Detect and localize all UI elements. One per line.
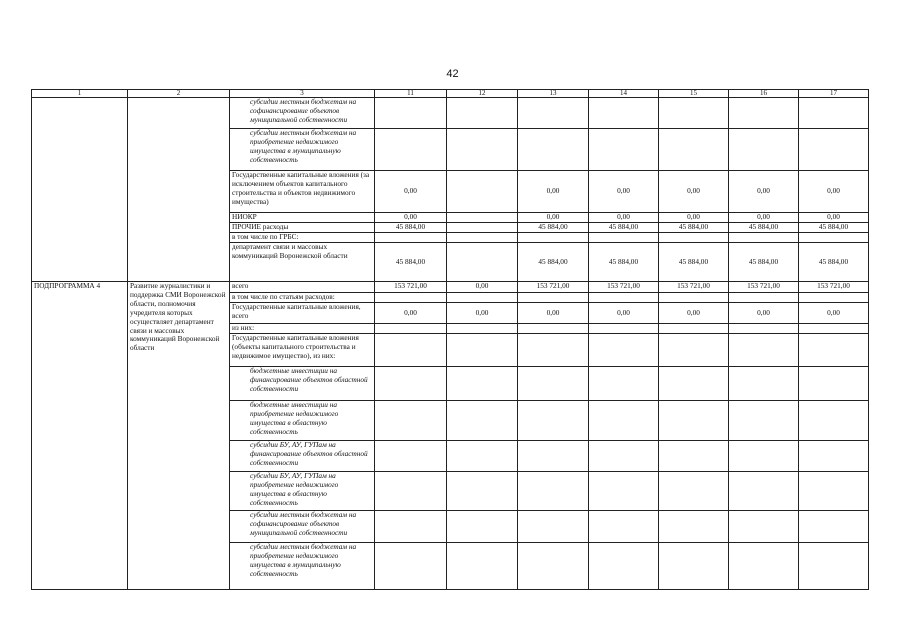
row-label: субсидии местным бюджетам на приобретение недвижимого имущества в муниципальную собственность xyxy=(230,129,375,171)
value-cell xyxy=(589,543,659,590)
column-header: 17 xyxy=(799,90,869,98)
value-cell xyxy=(518,324,589,334)
value-cell xyxy=(375,334,447,367)
row-label: ПРОЧИЕ расходы xyxy=(230,223,375,233)
value-cell xyxy=(447,543,518,590)
value-cell xyxy=(659,367,729,401)
value-cell: 0,00 xyxy=(799,213,869,223)
value-cell xyxy=(729,367,799,401)
value-cell xyxy=(659,98,729,129)
value-cell xyxy=(447,98,518,129)
value-cell: 45 884,00 xyxy=(659,243,729,282)
value-cell xyxy=(375,129,447,171)
column-header: 11 xyxy=(375,90,447,98)
value-cell: 0,00 xyxy=(799,303,869,324)
value-cell xyxy=(799,129,869,171)
row-label: субсидии БУ, АУ, ГУПам на финансирование объектов областной собственности xyxy=(230,441,375,472)
value-cell xyxy=(447,511,518,543)
value-cell xyxy=(799,334,869,367)
value-cell xyxy=(375,472,447,511)
value-cell xyxy=(518,367,589,401)
value-cell xyxy=(447,213,518,223)
value-cell xyxy=(447,293,518,303)
value-cell xyxy=(518,543,589,590)
row-label: Государственные капитальные вложения (объекты капитального строительства и недвижимое имущество), из них: xyxy=(230,334,375,367)
value-cell xyxy=(589,324,659,334)
column-header: 2 xyxy=(128,90,230,98)
value-cell xyxy=(659,511,729,543)
value-cell: 153 721,00 xyxy=(799,282,869,293)
value-cell xyxy=(659,129,729,171)
value-cell xyxy=(659,441,729,472)
value-cell xyxy=(589,401,659,441)
row-label: субсидии БУ, АУ, ГУПам на приобретение недвижимого имущества в областную собственность xyxy=(230,472,375,511)
column-header: 1 xyxy=(32,90,128,98)
value-cell: 0,00 xyxy=(729,213,799,223)
value-cell xyxy=(447,367,518,401)
value-cell: 0,00 xyxy=(518,171,589,213)
value-cell xyxy=(799,367,869,401)
value-cell xyxy=(659,472,729,511)
column-header: 12 xyxy=(447,90,518,98)
table-row xyxy=(32,98,869,129)
value-cell: 0,00 xyxy=(375,213,447,223)
value-cell xyxy=(518,401,589,441)
column-header: 14 xyxy=(589,90,659,98)
value-cell: 45 884,00 xyxy=(375,243,447,282)
row-label: бюджетные инвестиции на финансирование объектов областной собственности xyxy=(230,367,375,401)
value-cell xyxy=(659,293,729,303)
value-cell: 45 884,00 xyxy=(518,243,589,282)
value-cell: 153 721,00 xyxy=(589,282,659,293)
value-cell xyxy=(729,293,799,303)
value-cell: 0,00 xyxy=(589,213,659,223)
value-cell xyxy=(799,543,869,590)
value-cell xyxy=(518,472,589,511)
value-cell xyxy=(589,511,659,543)
value-cell xyxy=(375,401,447,441)
value-cell xyxy=(375,441,447,472)
value-cell xyxy=(518,334,589,367)
value-cell: 0,00 xyxy=(589,171,659,213)
value-cell xyxy=(799,441,869,472)
value-cell xyxy=(729,334,799,367)
value-cell xyxy=(799,98,869,129)
value-cell: 0,00 xyxy=(447,282,518,293)
value-cell: 0,00 xyxy=(518,303,589,324)
value-cell xyxy=(799,401,869,441)
value-cell: 45 884,00 xyxy=(729,243,799,282)
row-label: НИОКР xyxy=(230,213,375,223)
value-cell xyxy=(729,324,799,334)
value-cell: 45 884,00 xyxy=(729,223,799,233)
column-header: 16 xyxy=(729,90,799,98)
value-cell xyxy=(729,401,799,441)
column-header: 15 xyxy=(659,90,729,98)
value-cell xyxy=(589,293,659,303)
value-cell xyxy=(518,441,589,472)
row-label: бюджетные инвестиции на приобретение недвижимого имущества в областную собственность xyxy=(230,401,375,441)
value-cell xyxy=(589,334,659,367)
value-cell xyxy=(729,472,799,511)
value-cell xyxy=(375,233,447,243)
value-cell xyxy=(447,334,518,367)
value-cell: 0,00 xyxy=(729,303,799,324)
value-cell xyxy=(589,472,659,511)
value-cell xyxy=(729,98,799,129)
program-title-cell: Развитие журналистики и поддержка СМИ Воронежской области, полномочия учредителя которых осуществляет департамент связи и массовых коммуникаций Воронежской области xyxy=(128,282,230,590)
value-cell xyxy=(589,98,659,129)
value-cell: 153 721,00 xyxy=(375,282,447,293)
value-cell xyxy=(518,129,589,171)
value-cell xyxy=(589,441,659,472)
value-cell xyxy=(518,293,589,303)
value-cell xyxy=(447,324,518,334)
value-cell xyxy=(659,324,729,334)
value-cell: 45 884,00 xyxy=(799,223,869,233)
value-cell xyxy=(447,223,518,233)
value-cell: 45 884,00 xyxy=(375,223,447,233)
value-cell xyxy=(447,441,518,472)
row-label: из них: xyxy=(230,324,375,334)
value-cell: 153 721,00 xyxy=(729,282,799,293)
value-cell: 45 884,00 xyxy=(589,243,659,282)
value-cell: 0,00 xyxy=(659,213,729,223)
value-cell xyxy=(659,334,729,367)
value-cell xyxy=(447,401,518,441)
value-cell xyxy=(518,511,589,543)
value-cell: 0,00 xyxy=(375,171,447,213)
value-cell: 0,00 xyxy=(518,213,589,223)
value-cell xyxy=(375,543,447,590)
value-cell: 0,00 xyxy=(659,171,729,213)
value-cell xyxy=(729,543,799,590)
value-cell xyxy=(375,511,447,543)
page-number: 42 xyxy=(446,68,459,80)
value-cell: 0,00 xyxy=(375,303,447,324)
value-cell xyxy=(799,293,869,303)
budget-table xyxy=(31,89,869,590)
value-cell xyxy=(729,233,799,243)
value-cell xyxy=(375,367,447,401)
row-label: в том числе по ГРБС: xyxy=(230,233,375,243)
value-cell xyxy=(447,243,518,282)
value-cell: 0,00 xyxy=(659,303,729,324)
value-cell xyxy=(589,233,659,243)
value-cell xyxy=(447,233,518,243)
program-cell: ПОДПРОГРАММА 4 xyxy=(32,282,128,590)
value-cell xyxy=(799,472,869,511)
column-header: 13 xyxy=(518,90,589,98)
value-cell xyxy=(375,293,447,303)
row-label: субсидии местным бюджетам на софинансирование объектов муниципальной собственности xyxy=(230,511,375,543)
value-cell: 153 721,00 xyxy=(659,282,729,293)
value-cell: 45 884,00 xyxy=(589,223,659,233)
row-label: департамент связи и массовых коммуникаций Воронежской области xyxy=(230,243,375,282)
row-label: всего xyxy=(230,282,375,293)
value-cell: 45 884,00 xyxy=(799,243,869,282)
program-cell xyxy=(32,98,128,282)
program-title-cell xyxy=(128,98,230,282)
value-cell: 45 884,00 xyxy=(659,223,729,233)
value-cell: 153 721,00 xyxy=(518,282,589,293)
row-label: Государственные капитальные вложения (за исключением объектов капитального строительства и объектов недвижимого имущества) xyxy=(230,171,375,213)
value-cell xyxy=(375,98,447,129)
value-cell xyxy=(447,129,518,171)
value-cell xyxy=(729,129,799,171)
value-cell xyxy=(799,511,869,543)
value-cell xyxy=(729,441,799,472)
value-cell xyxy=(518,233,589,243)
value-cell xyxy=(799,324,869,334)
row-label: субсидии местным бюджетам на приобретение недвижимого имущества в муниципальную собственность xyxy=(230,543,375,590)
value-cell xyxy=(589,367,659,401)
row-label: Государственные капитальные вложения, всего xyxy=(230,303,375,324)
value-cell: 45 884,00 xyxy=(518,223,589,233)
value-cell xyxy=(659,233,729,243)
table-row xyxy=(32,282,869,293)
value-cell xyxy=(799,233,869,243)
value-cell xyxy=(518,98,589,129)
column-header: 3 xyxy=(230,90,375,98)
value-cell xyxy=(589,129,659,171)
value-cell: 0,00 xyxy=(729,171,799,213)
row-label: в том числе по статьям расходов: xyxy=(230,293,375,303)
value-cell: 0,00 xyxy=(447,303,518,324)
value-cell xyxy=(659,401,729,441)
value-cell xyxy=(729,511,799,543)
value-cell xyxy=(447,171,518,213)
value-cell: 0,00 xyxy=(589,303,659,324)
header-row xyxy=(32,90,869,98)
row-label: субсидии местным бюджетам на софинансирование объектов муниципальной собственности xyxy=(230,98,375,129)
value-cell xyxy=(447,472,518,511)
value-cell: 0,00 xyxy=(799,171,869,213)
value-cell xyxy=(659,543,729,590)
value-cell xyxy=(375,324,447,334)
